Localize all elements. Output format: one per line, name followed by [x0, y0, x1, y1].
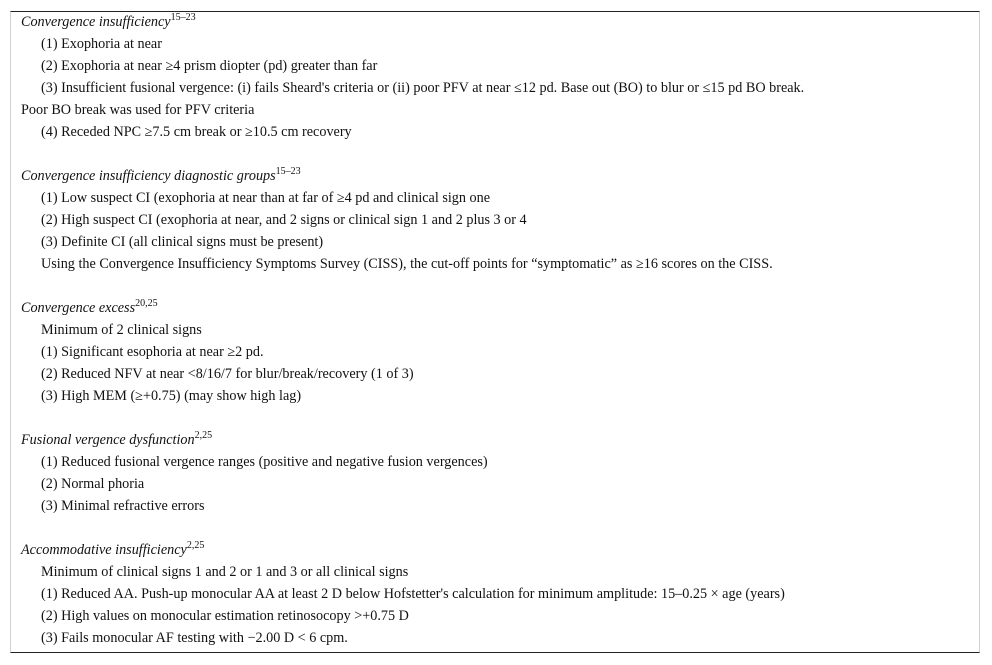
section-reference: 15–23 [170, 12, 196, 23]
section-spacer [21, 275, 976, 297]
criteria-line: (2) Normal phoria [41, 476, 145, 492]
section-title: Accommodative insufficiency [21, 542, 187, 558]
criteria-line: (1) Exophoria at near [41, 36, 162, 52]
section-heading [21, 429, 976, 451]
criteria-line: (4) Receded NPC ≥7.5 cm break or ≥10.5 cm recovery [41, 124, 352, 140]
criteria-line: Using the Convergence Insufficiency Symptoms Survey (CISS), the cut-off points for “symptomatic” as ≥16 scores on the CISS. [41, 256, 773, 272]
section-reference: 2,25 [194, 430, 213, 441]
criteria-line: Minimum of clinical signs 1 and 2 or 1 and 3 or all clinical signs [41, 564, 409, 580]
criteria-line: (1) Low suspect CI (exophoria at near than at far of ≥4 pd and clinical sign one [41, 190, 491, 206]
criteria-line: (3) Definite CI (all clinical signs must be present) [41, 234, 324, 250]
section-spacer [21, 407, 976, 429]
section-title: Fusional vergence dysfunction [21, 432, 195, 448]
section-spacer [21, 143, 976, 165]
section-heading [21, 165, 976, 187]
criteria-line: (3) High MEM (≥+0.75) (may show high lag) [41, 388, 302, 404]
criteria-line: (2) High values on monocular estimation retinosocopy >+0.75 D [41, 608, 409, 624]
section-heading [21, 297, 976, 319]
section-title: Convergence insufficiency [21, 14, 171, 30]
criteria-line: (1) Reduced fusional vergence ranges (positive and negative fusion vergences) [41, 454, 488, 470]
section-reference: 15–23 [275, 166, 301, 177]
criteria-line: (1) Significant esophoria at near ≥2 pd. [41, 344, 264, 360]
section-title: Convergence excess [21, 300, 136, 316]
criteria-table [21, 11, 976, 649]
section-spacer [21, 517, 976, 539]
criteria-line: (2) High suspect CI (exophoria at near, and 2 signs or clinical sign 1 and 2 plus 3 or 4 [41, 212, 527, 228]
criteria-line-continuation: Poor BO break was used for PFV criteria [21, 102, 255, 118]
section-title: Convergence insufficiency diagnostic groups [21, 168, 276, 184]
section-reference: 20,25 [135, 298, 158, 309]
criteria-line: (3) Fails monocular AF testing with −2.00 D < 6 cpm. [41, 630, 348, 646]
section-heading [21, 11, 976, 33]
criteria-line: (3) Insufficient fusional vergence: (i) fails Sheard's criteria or (ii) poor PFV at near ≤12 pd. Base out (BO) to blur or ≤15 pd BO break. [41, 80, 805, 96]
section-reference: 2,25 [186, 540, 205, 551]
section-heading [21, 539, 976, 561]
criteria-line: (2) Exophoria at near ≥4 prism diopter (pd) greater than far [41, 58, 378, 74]
criteria-line: Minimum of 2 clinical signs [41, 322, 202, 338]
criteria-line: (2) Reduced NFV at near <8/16/7 for blur/break/recovery (1 of 3) [41, 366, 414, 382]
criteria-line: (1) Reduced AA. Push-up monocular AA at least 2 D below Hofstetter's calculation for minimum amplitude: 15–0.25 × age (years) [41, 586, 785, 602]
criteria-line: (3) Minimal refractive errors [41, 498, 205, 514]
